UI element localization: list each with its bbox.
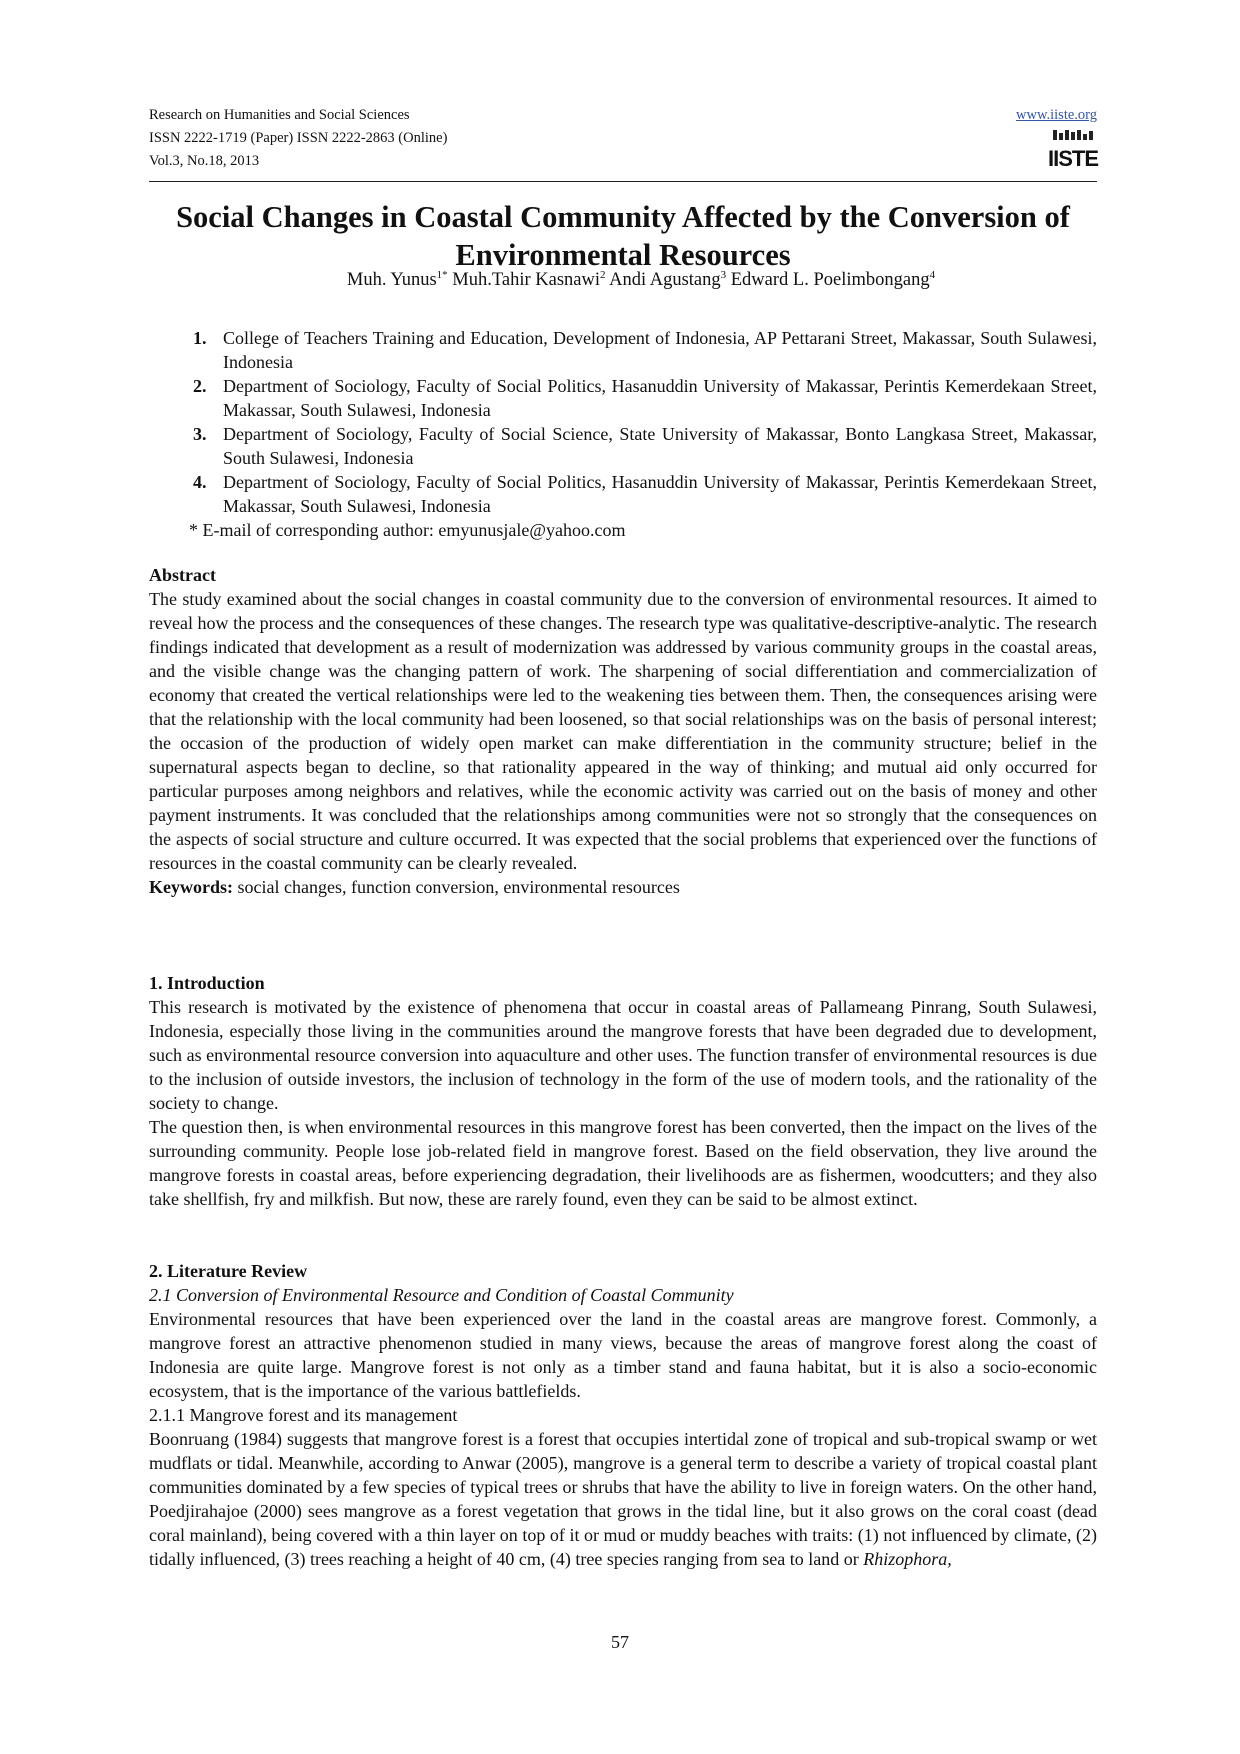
keywords-text: social changes, function conversion, environmental resources: [233, 877, 680, 897]
author-name: Muh.Tahir Kasnawi: [452, 270, 600, 290]
abstract-text: The study examined about the social changes in coastal community due to the conversion of environmental resources. It aimed to reveal how the process and the consequences of these changes. The research type was qualitative-descriptive-analytic. The research findings indicated that development as a result of modernization was addressed by various community groups in the coastal areas, and the visible change was the changing pattern of work. The sharpening of social differentiation and commercialization of economy that created the vertical relationships were led to the weakening ties between them. Then, the consequences arising were that the relationship with the local community had been loosened, so that social relationships was on the basis of personal interest; the occasion of the production of widely open market can make differentiation in the community structure; belief in the supernatural aspects began to decline, so that rationality appeared in the way of thinking; and mutual aid only occurred for particular purposes among neighbors and relatives, while the economic activity was carried out on the basis of money and other payment instruments. It was concluded that the relationships among communities were not so strongly that the consequences on the aspects of social structure and culture occurred. It was expected that the social problems that experienced over the functions of resources in the coastal community can be clearly revealed.: [149, 589, 1097, 873]
journal-name: Research on Humanities and Social Sciences: [149, 107, 410, 123]
corresponding-email: * E-mail of corresponding author: emyunusjale@yahoo.com: [189, 520, 626, 540]
paper-title: Social Changes in Coastal Community Affected by the Conversion of Environmental Resources: [176, 200, 1070, 272]
journal-volume: Vol.3, No.18, 2013: [149, 153, 260, 169]
author-affiliation-mark: 1*: [436, 268, 448, 281]
subsubsection-heading: 2.1.1 Mangrove forest and its management: [149, 1405, 458, 1425]
keywords-label: Keywords:: [149, 877, 233, 897]
introduction-paragraph: The question then, is when environmental resources in this mangrove forest has been converted, then the impact on the lives of the surrounding community. People lose job-related field in mangrove forest. Based on the field observation, they live around the mangrove forests in coastal areas, before experiencing degradation, their livelihoods are as fishermen, woodcutters; and they also take shellfish, fry and milkfish. But now, these are rarely found, even they can be said to be almost extinct.: [149, 1117, 1097, 1209]
journal-header: [149, 104, 1097, 182]
introduction-heading: 1. Introduction: [149, 973, 265, 993]
author-name: Andi Agustang: [609, 270, 721, 290]
introduction-section: [149, 971, 1097, 1211]
author-name: Edward L. Poelimbongang: [730, 270, 930, 290]
literature-section: [149, 1259, 1097, 1571]
affiliation-item: 4. Department of Sociology, Faculty of Social Politics, Hasanuddin University of Makassar, Perintis Kemerdekaan Street, Makassar, South Sulawesi, Indonesia: [193, 472, 1097, 516]
author-name: Muh. Yunus: [346, 270, 437, 290]
keywords-line: [149, 875, 1097, 899]
journal-website-link[interactable]: www.iiste.org: [1016, 107, 1097, 123]
journal-info: [149, 104, 447, 173]
literature-paragraph: Boonruang (1984) suggests that mangrove forest is a forest that occupies intertidal zone of tropical and sub-tropical swamp or wet mudflats or tidal. Meanwhile, according to Anwar (2005), mangrove is a general term to describe a variety of tropical coastal plant communities dominated by a few species of typical trees or shrubs that have the ability to live in foreign waters. On the other hand, Poedjirahajoe (2000) sees mangrove as a forest vegetation that grows in the tidal line, but it also grows on the coral coast (dead coral mainland), being covered with a thin layer on top of it or mud or muddy beaches with traits: (1) not influenced by climate, (2) tidally influenced, (3) trees reaching a height of 40 cm, (4) tree species ranging from sea to land or Rhizophora,: [149, 1429, 1097, 1569]
author-affiliation-mark: 3: [720, 268, 727, 281]
abstract-section: [149, 563, 1097, 899]
logo-text: IISTE: [1047, 146, 1099, 171]
iiste-logo-icon: [1047, 128, 1099, 171]
affiliations: [149, 326, 1097, 542]
author-line: [149, 268, 1097, 292]
header-rule: [149, 181, 1097, 182]
page-number: 57: [611, 1632, 629, 1652]
subsection-heading: 2.1 Conversion of Environmental Resource and Condition of Coastal Community: [149, 1285, 734, 1305]
affiliation-item: 3. Department of Sociology, Faculty of Social Science, State University of Makassar, Bonto Langkasa Street, Makassar, South Sulawesi, Indonesia: [193, 424, 1097, 468]
introduction-paragraph: This research is motivated by the existence of phenomena that occur in coastal areas of Pallameang Pinrang, South Sulawesi, Indonesia, especially those living in the communities around the mangrove forests that have been degraded due to development, such as environmental resource conversion into aquaculture and other uses. The function transfer of environmental resources is due to the inclusion of outside investors, the inclusion of technology in the form of the use of modern tools, and the rationality of the society to change.: [149, 997, 1097, 1113]
author-affiliation-mark: 4: [929, 268, 936, 281]
abstract-heading: Abstract: [149, 565, 216, 585]
literature-heading: 2. Literature Review: [149, 1261, 308, 1281]
affiliation-item: 1. College of Teachers Training and Education, Development of Indonesia, AP Pettarani Street, Makassar, South Sulawesi, Indonesia: [193, 328, 1097, 372]
affiliation-item: 2. Department of Sociology, Faculty of Social Politics, Hasanuddin University of Makassar, Perintis Kemerdekaan Street, Makassar, South Sulawesi, Indonesia: [193, 376, 1097, 420]
journal-issn: ISSN 2222-1719 (Paper) ISSN 2222-2863 (Online): [149, 130, 448, 146]
literature-paragraph: Environmental resources that have been experienced over the land in the coastal areas are mangrove forest. Commonly, a mangrove forest an attractive phenomenon studied in many views, because the areas of mangrove forest along the coast of Indonesia are quite large. Mangrove forest is not only as a timber stand and fauna habitat, but it is also a socio-economic ecosystem, that is the importance of the various battlefields.: [149, 1309, 1097, 1401]
author-affiliation-mark: 2: [600, 268, 606, 281]
journal-website-area: [1016, 104, 1097, 127]
